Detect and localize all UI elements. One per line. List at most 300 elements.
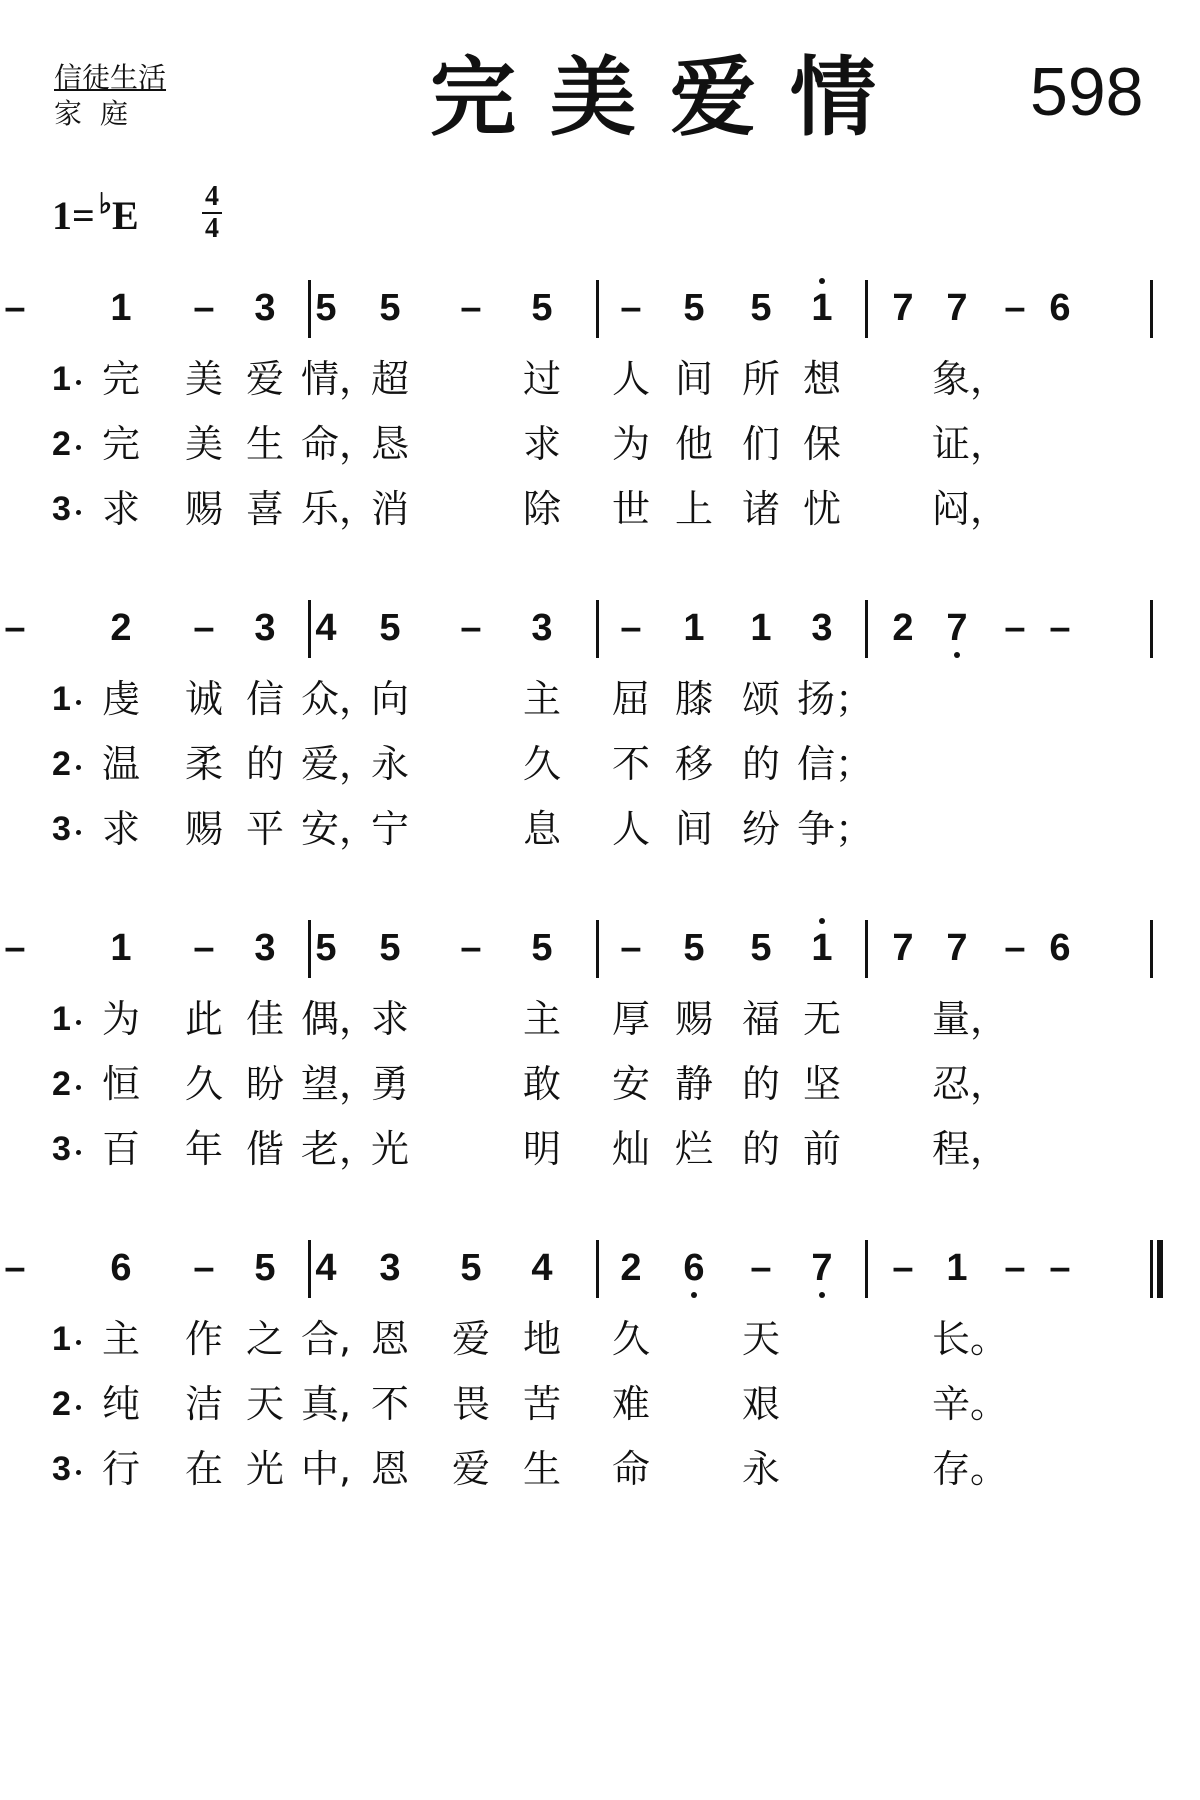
note [250,1246,280,1290]
barline [596,600,599,658]
octave-up-dot [819,918,825,924]
category-label: 信徒生活 [54,61,167,94]
note [375,606,405,650]
note [527,286,557,330]
note-digit: 5 [531,287,553,329]
verse-number: 2 [52,425,71,463]
verse-dot [76,1085,81,1090]
time-signature [200,182,224,244]
note-digit: 3 [379,1247,401,1289]
lyric-syllable: 天 [245,1382,284,1426]
verse-number: 1 [52,360,71,398]
note [250,286,280,330]
lyric-syllable: 主 [522,677,561,721]
note-digit: 5 [254,1247,276,1289]
key-letter: E [112,193,139,238]
note [942,926,972,970]
hymn-number: 598 [1030,54,1144,130]
lyric-syllable: 宁 [370,807,409,851]
verse-number: 2 [52,1065,71,1103]
lyric-syllable: 久 [184,1062,223,1106]
verse-dot [76,1020,81,1025]
verse-dot [76,765,81,770]
note-digit: 4 [315,1247,337,1289]
dash-extension [1045,606,1075,650]
note-digit: – [620,607,642,649]
barline [308,1240,311,1298]
lyric-syllable: 赐 [184,487,223,531]
note-digit: – [1004,1247,1026,1289]
note-digit: – [1049,1247,1071,1289]
lyric-syllable: 恳 [370,422,409,466]
dash-extension [0,286,30,330]
time-signature-bottom: 4 [205,213,219,244]
note-digit: 3 [254,287,276,329]
barline [308,280,311,338]
note-digit: 1 [110,927,132,969]
note-digit: 3 [254,927,276,969]
lyric-syllable: 久 [522,742,561,786]
final-barline [1150,1240,1164,1298]
lyric-syllable: 象， [932,357,1009,401]
dash-extension [616,926,646,970]
lyric-syllable: 程， [932,1127,1009,1171]
lyric-syllable: 众， [301,677,378,721]
lyric-syllable: 闷， [932,487,1009,531]
lyric-syllable: 虔 [101,677,140,721]
lyric-syllable: 主 [101,1317,140,1361]
note-digit: – [1004,607,1026,649]
note [311,606,341,650]
verse-dot [76,510,81,515]
lyric-syllable: 真, [301,1382,352,1426]
lyric-syllable: 福 [741,997,780,1041]
notation-line [0,280,1200,340]
lyric-syllable: 长。 [932,1317,1009,1361]
note [527,1246,557,1290]
note [942,1246,972,1290]
lyric-line-verse-3 [0,1122,1200,1174]
octave-up-dot [819,278,825,284]
lyric-syllable: 量， [932,997,1009,1041]
note-digit: 3 [531,607,553,649]
lyric-syllable: 洁 [184,1382,223,1426]
dash-extension [0,1246,30,1290]
note-digit: 1 [946,1247,968,1289]
note-digit: 5 [460,1247,482,1289]
note [106,926,136,970]
dash-extension [616,286,646,330]
note-digit: 5 [750,927,772,969]
dash-extension [189,286,219,330]
lyric-syllable: 之 [245,1317,284,1361]
lyric-syllable: 恩 [370,1447,409,1491]
time-signature-top: 4 [205,181,219,212]
lyric-syllable: 保 [802,422,841,466]
lyric-syllable: 争； [797,807,874,851]
music-system [0,280,1200,560]
note [375,286,405,330]
note [942,606,972,650]
lyric-syllable: 美 [184,422,223,466]
note-digit: 5 [683,287,705,329]
lyric-syllable: 除 [522,487,561,531]
lyric-syllable: 苦 [522,1382,561,1426]
note-digit: – [1049,607,1071,649]
lyric-syllable: 灿 [611,1127,650,1171]
note-digit: – [620,927,642,969]
lyric-syllable: 想 [802,357,841,401]
note [679,286,709,330]
lyric-syllable: 间 [674,807,713,851]
lyric-syllable: 他 [674,422,713,466]
note [679,926,709,970]
note-digit: 3 [811,607,833,649]
lyric-syllable: 永 [741,1447,780,1491]
verse-number: 3 [52,1450,71,1488]
notation-line [0,1240,1200,1300]
note [807,1246,837,1290]
note [527,606,557,650]
lyric-syllable: 证， [932,422,1009,466]
note [746,606,776,650]
lyric-syllable: 生 [245,422,284,466]
lyric-syllable: 行 [101,1447,140,1491]
verse-number: 1 [52,1000,71,1038]
lyric-syllable: 的 [245,742,284,786]
lyric-syllable: 上 [674,487,713,531]
barline [865,920,868,978]
lyric-syllable: 纯 [101,1382,140,1426]
lyric-syllable: 的 [741,742,780,786]
note-digit: 5 [750,287,772,329]
note-digit: 4 [315,607,337,649]
note-digit: 1 [811,927,833,969]
lyric-syllable: 盼 [245,1062,284,1106]
barline [1150,600,1153,658]
note-digit: 6 [683,1247,705,1289]
note-digit: 1 [683,607,705,649]
lyric-syllable: 忍， [932,1062,1009,1106]
note-digit: – [4,287,26,329]
lyric-syllable: 人 [611,807,650,851]
dash-extension [456,286,486,330]
note-digit: 2 [892,607,914,649]
verse-number: 3 [52,810,71,848]
octave-down-dot [954,652,960,658]
music-system [0,1240,1200,1520]
note-digit: 5 [531,927,553,969]
lyric-syllable: 久 [611,1317,650,1361]
lyric-syllable: 的 [741,1127,780,1171]
lyric-syllable: 前 [802,1127,841,1171]
notation-line [0,600,1200,660]
note-digit: 3 [254,607,276,649]
verse-number: 1 [52,1320,71,1358]
lyric-syllable: 畏 [451,1382,490,1426]
dash-extension [1045,1246,1075,1290]
note-digit: – [193,1247,215,1289]
barline [596,280,599,338]
lyric-syllable: 们 [741,422,780,466]
lyric-syllable: 坚 [802,1062,841,1106]
lyric-syllable: 信； [797,742,874,786]
barline [1150,920,1153,978]
lyric-syllable: 求 [101,807,140,851]
subcategory-label: 家庭 [54,97,147,130]
lyric-syllable: 诚 [184,677,223,721]
lyric-syllable: 无 [802,997,841,1041]
lyric-syllable: 存。 [932,1447,1009,1491]
lyric-syllable: 静 [674,1062,713,1106]
lyric-line-verse-3 [0,482,1200,534]
lyric-syllable: 生 [522,1447,561,1491]
lyric-syllable: 艰 [741,1382,780,1426]
hymn-title: 完美爱情 [430,48,910,148]
note-digit: 4 [531,1247,553,1289]
lyric-syllable: 不 [611,742,650,786]
note-digit: 2 [110,607,132,649]
music-system [0,600,1200,880]
lyric-syllable: 光 [370,1127,409,1171]
lyric-syllable: 移 [674,742,713,786]
verse-number: 2 [52,1385,71,1423]
note [807,606,837,650]
note [106,606,136,650]
lyric-syllable: 赐 [184,807,223,851]
note [679,606,709,650]
barline [865,280,868,338]
note [106,1246,136,1290]
lyric-syllable: 在 [184,1447,223,1491]
note-digit: – [750,1247,772,1289]
lyric-syllable: 人 [611,357,650,401]
dash-extension [189,926,219,970]
note [616,1246,646,1290]
flat-sign: ♭ [98,189,113,220]
note-digit: 6 [110,1247,132,1289]
dash-extension [1000,1246,1030,1290]
dash-extension [888,1246,918,1290]
lyric-syllable: 求 [101,487,140,531]
key-signature [52,189,139,245]
lyric-syllable: 信 [245,677,284,721]
barline [596,920,599,978]
note [888,926,918,970]
note [746,926,776,970]
lyric-line-verse-3 [0,1442,1200,1494]
lyric-syllable: 爱 [451,1447,490,1491]
barline [865,600,868,658]
note-digit: 7 [946,927,968,969]
lyric-line-verse-1 [0,672,1200,724]
lyric-syllable: 地 [522,1317,561,1361]
lyric-syllable: 烂 [674,1127,713,1171]
verse-dot [76,1340,81,1345]
dash-extension [0,606,30,650]
lyric-syllable: 的 [741,1062,780,1106]
note-digit: 7 [946,607,968,649]
note-digit: – [460,927,482,969]
note [679,1246,709,1290]
note-digit: 1 [110,287,132,329]
lyric-syllable: 过 [522,357,561,401]
verse-dot [76,445,81,450]
note-digit: – [1004,927,1026,969]
lyric-syllable: 屈 [611,677,650,721]
lyric-syllable: 命 [611,1447,650,1491]
note [527,926,557,970]
note-digit: – [1004,287,1026,329]
lyric-syllable: 不 [370,1382,409,1426]
music-system [0,920,1200,1200]
lyric-syllable: 合, [301,1317,352,1361]
note [311,1246,341,1290]
lyric-syllable: 望， [301,1062,378,1106]
note-digit: – [4,1247,26,1289]
note [375,926,405,970]
note-digit: – [4,927,26,969]
lyric-syllable: 求 [522,422,561,466]
lyric-syllable: 乐， [301,487,378,531]
lyric-syllable: 超 [370,357,409,401]
note-digit: 7 [892,927,914,969]
lyric-syllable: 求 [370,997,409,1041]
note-digit: – [892,1247,914,1289]
barline [308,600,311,658]
note-digit: – [193,607,215,649]
lyric-syllable: 温 [101,742,140,786]
note-digit: 1 [750,607,772,649]
dash-extension [1000,926,1030,970]
lyric-line-verse-1 [0,992,1200,1044]
note [888,606,918,650]
note-digit: 5 [379,927,401,969]
lyric-syllable: 此 [184,997,223,1041]
note-digit: 6 [1049,927,1071,969]
note [250,926,280,970]
lyric-line-verse-2 [0,1057,1200,1109]
lyric-syllable: 颂 [741,677,780,721]
dash-extension [189,1246,219,1290]
lyric-syllable: 为 [611,422,650,466]
note [888,286,918,330]
note-digit: – [620,287,642,329]
lyric-syllable: 难 [611,1382,650,1426]
note [746,286,776,330]
note-digit: 5 [683,927,705,969]
verse-number: 3 [52,1130,71,1168]
lyric-syllable: 永 [370,742,409,786]
lyric-line-verse-2 [0,737,1200,789]
note [942,286,972,330]
barline [308,920,311,978]
octave-down-dot [691,1292,697,1298]
lyric-line-verse-1 [0,352,1200,404]
note [1045,286,1075,330]
lyric-syllable: 息 [522,807,561,851]
lyric-syllable: 忧 [802,487,841,531]
lyric-syllable: 间 [674,357,713,401]
note-digit: 5 [379,607,401,649]
lyric-syllable: 消 [370,487,409,531]
note-digit: 7 [892,287,914,329]
lyric-syllable: 爱 [245,357,284,401]
lyric-syllable: 作 [184,1317,223,1361]
lyric-syllable: 恒 [101,1062,140,1106]
lyric-syllable: 所 [741,357,780,401]
lyric-syllable: 佳 [245,997,284,1041]
note [250,606,280,650]
lyric-syllable: 情， [301,357,378,401]
verse-dot [76,700,81,705]
dash-extension [616,606,646,650]
lyric-syllable: 完 [101,357,140,401]
final-barline-thin [1150,1240,1153,1298]
lyric-syllable: 老， [301,1127,378,1171]
verse-dot [76,1470,81,1475]
lyric-syllable: 向 [370,677,409,721]
lyric-syllable: 美 [184,357,223,401]
note-digit: – [460,287,482,329]
lyric-syllable: 赐 [674,997,713,1041]
lyric-syllable: 为 [101,997,140,1041]
lyric-syllable: 膝 [674,677,713,721]
lyric-syllable: 明 [522,1127,561,1171]
lyric-syllable: 扬； [797,677,874,721]
lyric-syllable: 光 [245,1447,284,1491]
dash-extension [1000,606,1030,650]
lyric-syllable: 偕 [245,1127,284,1171]
lyric-syllable: 命， [301,422,378,466]
verse-dot [76,1405,81,1410]
note [375,1246,405,1290]
note-digit: – [193,927,215,969]
barline [865,1240,868,1298]
note-digit: – [4,607,26,649]
note-digit: 1 [811,287,833,329]
octave-down-dot [819,1292,825,1298]
verse-dot [76,380,81,385]
verse-number: 2 [52,745,71,783]
lyric-syllable: 喜 [245,487,284,531]
dash-extension [1000,286,1030,330]
lyric-line-verse-1 [0,1312,1200,1364]
note-digit: 5 [379,287,401,329]
note [1045,926,1075,970]
note-digit: 7 [946,287,968,329]
lyric-syllable: 厚 [611,997,650,1041]
lyric-syllable: 爱， [301,742,378,786]
note [456,1246,486,1290]
lyric-syllable: 敢 [522,1062,561,1106]
verse-number: 3 [52,490,71,528]
dash-extension [456,606,486,650]
dash-extension [0,926,30,970]
verse-dot [76,830,81,835]
dash-extension [189,606,219,650]
lyric-syllable: 勇 [370,1062,409,1106]
note-digit: 6 [1049,287,1071,329]
lyric-syllable: 中, [301,1447,352,1491]
note [311,926,341,970]
dash-extension [456,926,486,970]
lyric-syllable: 辛。 [932,1382,1009,1426]
lyric-syllable: 恩 [370,1317,409,1361]
barline [1150,280,1153,338]
note-digit: – [460,607,482,649]
note [807,286,837,330]
